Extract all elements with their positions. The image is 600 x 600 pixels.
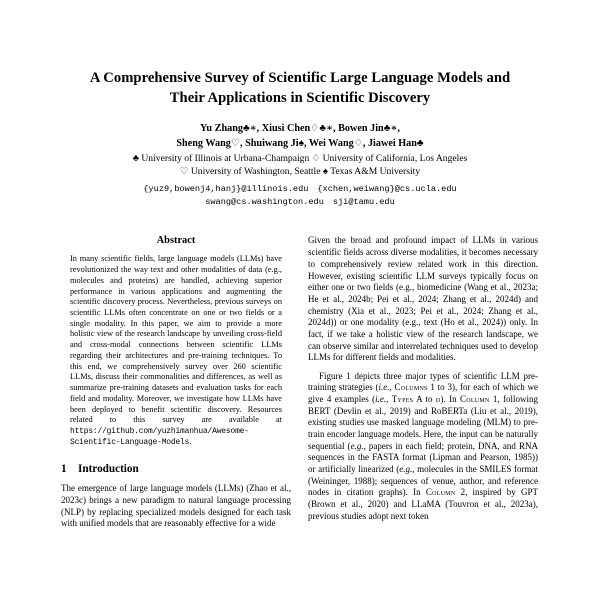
abstract-text: In many scientific fields, large language models (LLMs) have revolutionized the way text and other modalities of data (e.g., molecules and proteins) are handled, achieving superior performance in various applications and augmenting the scientific discovery process. Nevertheless, previous surveys on scientific LLMs often concentrate on one or two fields or a single modality. In this paper, we aim to provide a more holistic view of the research landscape by unveiling cross-field and cross-modal connections between scientific LLMs regarding their architectures and pre-training techniques. To this end, we comprehensively survey over 260 scientific LLMs, discuss their commonalities and differences, as well as summarize pre-training datasets and evaluation tasks for each field and modality. Moreover, we investigate how LLMs have been deployed to benefit scientific discovery. Resources related to this survey are available at: [70, 254, 282, 425]
affiliation-line-2: ♡ University of Washington, Seattle ♠ Texas A&M University: [179, 166, 421, 178]
rp2-t9: , molecules in the SMILES format (Weininger, 1988); sequences of venue, author, and reference nodes in citation graphs). In: [308, 464, 538, 498]
author-list: [61, 122, 539, 151]
body-columns: [61, 235, 539, 530]
page-title: [61, 68, 539, 108]
right-paragraph-1: Given the broad and profound impact of LLMs in various scientific fields across diverse modalities, it becomes necessary to comprehensively review related work in this direction. However, existing scientific LLM surveys typically focus on either one or two fields (e.g., biomedicine (Wang et al., 2023a; He et al., 2024b; Pei et al., 2024; Zhang et al., 2024d) and chemistry (Xia et al., 2023; Pei et al., 2024; Zhang et al., 2024d)) or one modality (e.g., text (Ho et al., 2024)) only. In fact, if we take a holistic view of the research landscape, we can observe similar and interrelated techniques used to develop LLMs for different fields and modalities.: [308, 235, 538, 363]
intro-paragraph-1: The emergence of large language models (LLMs) (Zhao et al., 2023c) brings a new paradigm to natural language processing (NLP) by replacing specialized models designed for each task with unified models that are reasonably effective for a wide: [61, 483, 291, 529]
rp2-t4: ,: [386, 393, 392, 404]
rp2-t1: Figure 1 depicts three major types of scientific LLM pre-training strategies (: [308, 370, 538, 393]
rp2-t5: A to: [413, 393, 436, 404]
abstract-url: https://github.com/yuzhimanhua/Awesome-Scientific-Language-Models: [70, 426, 249, 448]
title-line-1: A Comprehensive Survey of Scientific Large Language Models and: [89, 70, 511, 86]
section-title: Introduction: [78, 463, 139, 476]
rp2-sc-column-2: Column: [425, 487, 456, 498]
email-list: [61, 183, 539, 209]
email-washington: swang@cs.washington.edu: [205, 197, 324, 208]
section-number: 1: [61, 463, 67, 476]
rp2-sc-columns-1: Columns: [394, 382, 428, 393]
affiliation-list: [61, 152, 539, 178]
title-line-2: Their Applications in Scientific Discovery: [169, 90, 431, 107]
email-ucla: {xchen,weiwang}@cs.ucla.edu: [317, 184, 457, 195]
rp2-t10: 2, inspired by GPT (Brown et al., 2020) and LLaMA (Touvron et al., 2023a), previous studies adopt next token: [308, 487, 538, 521]
email-line-1: [61, 183, 539, 196]
affiliation-line-1: ♣ University of Illinois at Urbana-Champaign ♢ University of California, Los Angeles: [132, 153, 468, 165]
abstract-heading: Abstract: [156, 235, 196, 247]
rp2-t2: ,: [389, 382, 395, 393]
email-illinois: {yuz9,bowenj4,hanj}@illinois.edu: [143, 184, 309, 195]
rp2-sc-column-1: Column: [459, 393, 490, 404]
rp2-t6: ). In: [440, 393, 460, 404]
right-paragraph-2: [308, 371, 538, 523]
author-line-1: Yu Zhang♣∗, Xiusi Chen♢♣∗, Bowen Jin♣∗,: [200, 123, 400, 135]
rp2-sc-types: Types: [391, 393, 414, 404]
abstract-body: [61, 254, 291, 448]
rp2-sc-d: d: [435, 393, 441, 404]
rp2-ie-1: i.e.: [378, 382, 390, 393]
abstract-text-end: .: [189, 437, 192, 447]
rp2-ie-4: e.g.: [399, 464, 413, 474]
email-tamu: sji@tamu.edu: [332, 197, 395, 208]
rp2-ie-3: e.g.: [350, 440, 364, 451]
rp2-t7: 1, following BERT (Devlin et al., 2019) and RoBERTa (Liu et al., 2019), existing studies use masked language modeling (MLM) to pre-train encoder language models. Here, the input can be naturally sequential (: [308, 393, 538, 451]
author-line-2: Sheng Wang♡, Shuiwang Ji♠, Wei Wang♢, Jiawei Han♣: [176, 137, 424, 149]
section-heading-introduction: [61, 463, 291, 475]
rp2-ie-2: i.e.: [375, 393, 387, 404]
rp2-t8: , papers in each field; protein, DNA, and RNA sequences in the FASTA format (Lipman and Pearson, 1985)) or artificially linearized (: [308, 440, 538, 474]
rp2-t3: 1 to 3), for each of which we give 4 examples (: [308, 382, 538, 404]
email-line-2: [61, 196, 539, 209]
left-column: [61, 235, 291, 530]
right-column: [308, 235, 538, 522]
